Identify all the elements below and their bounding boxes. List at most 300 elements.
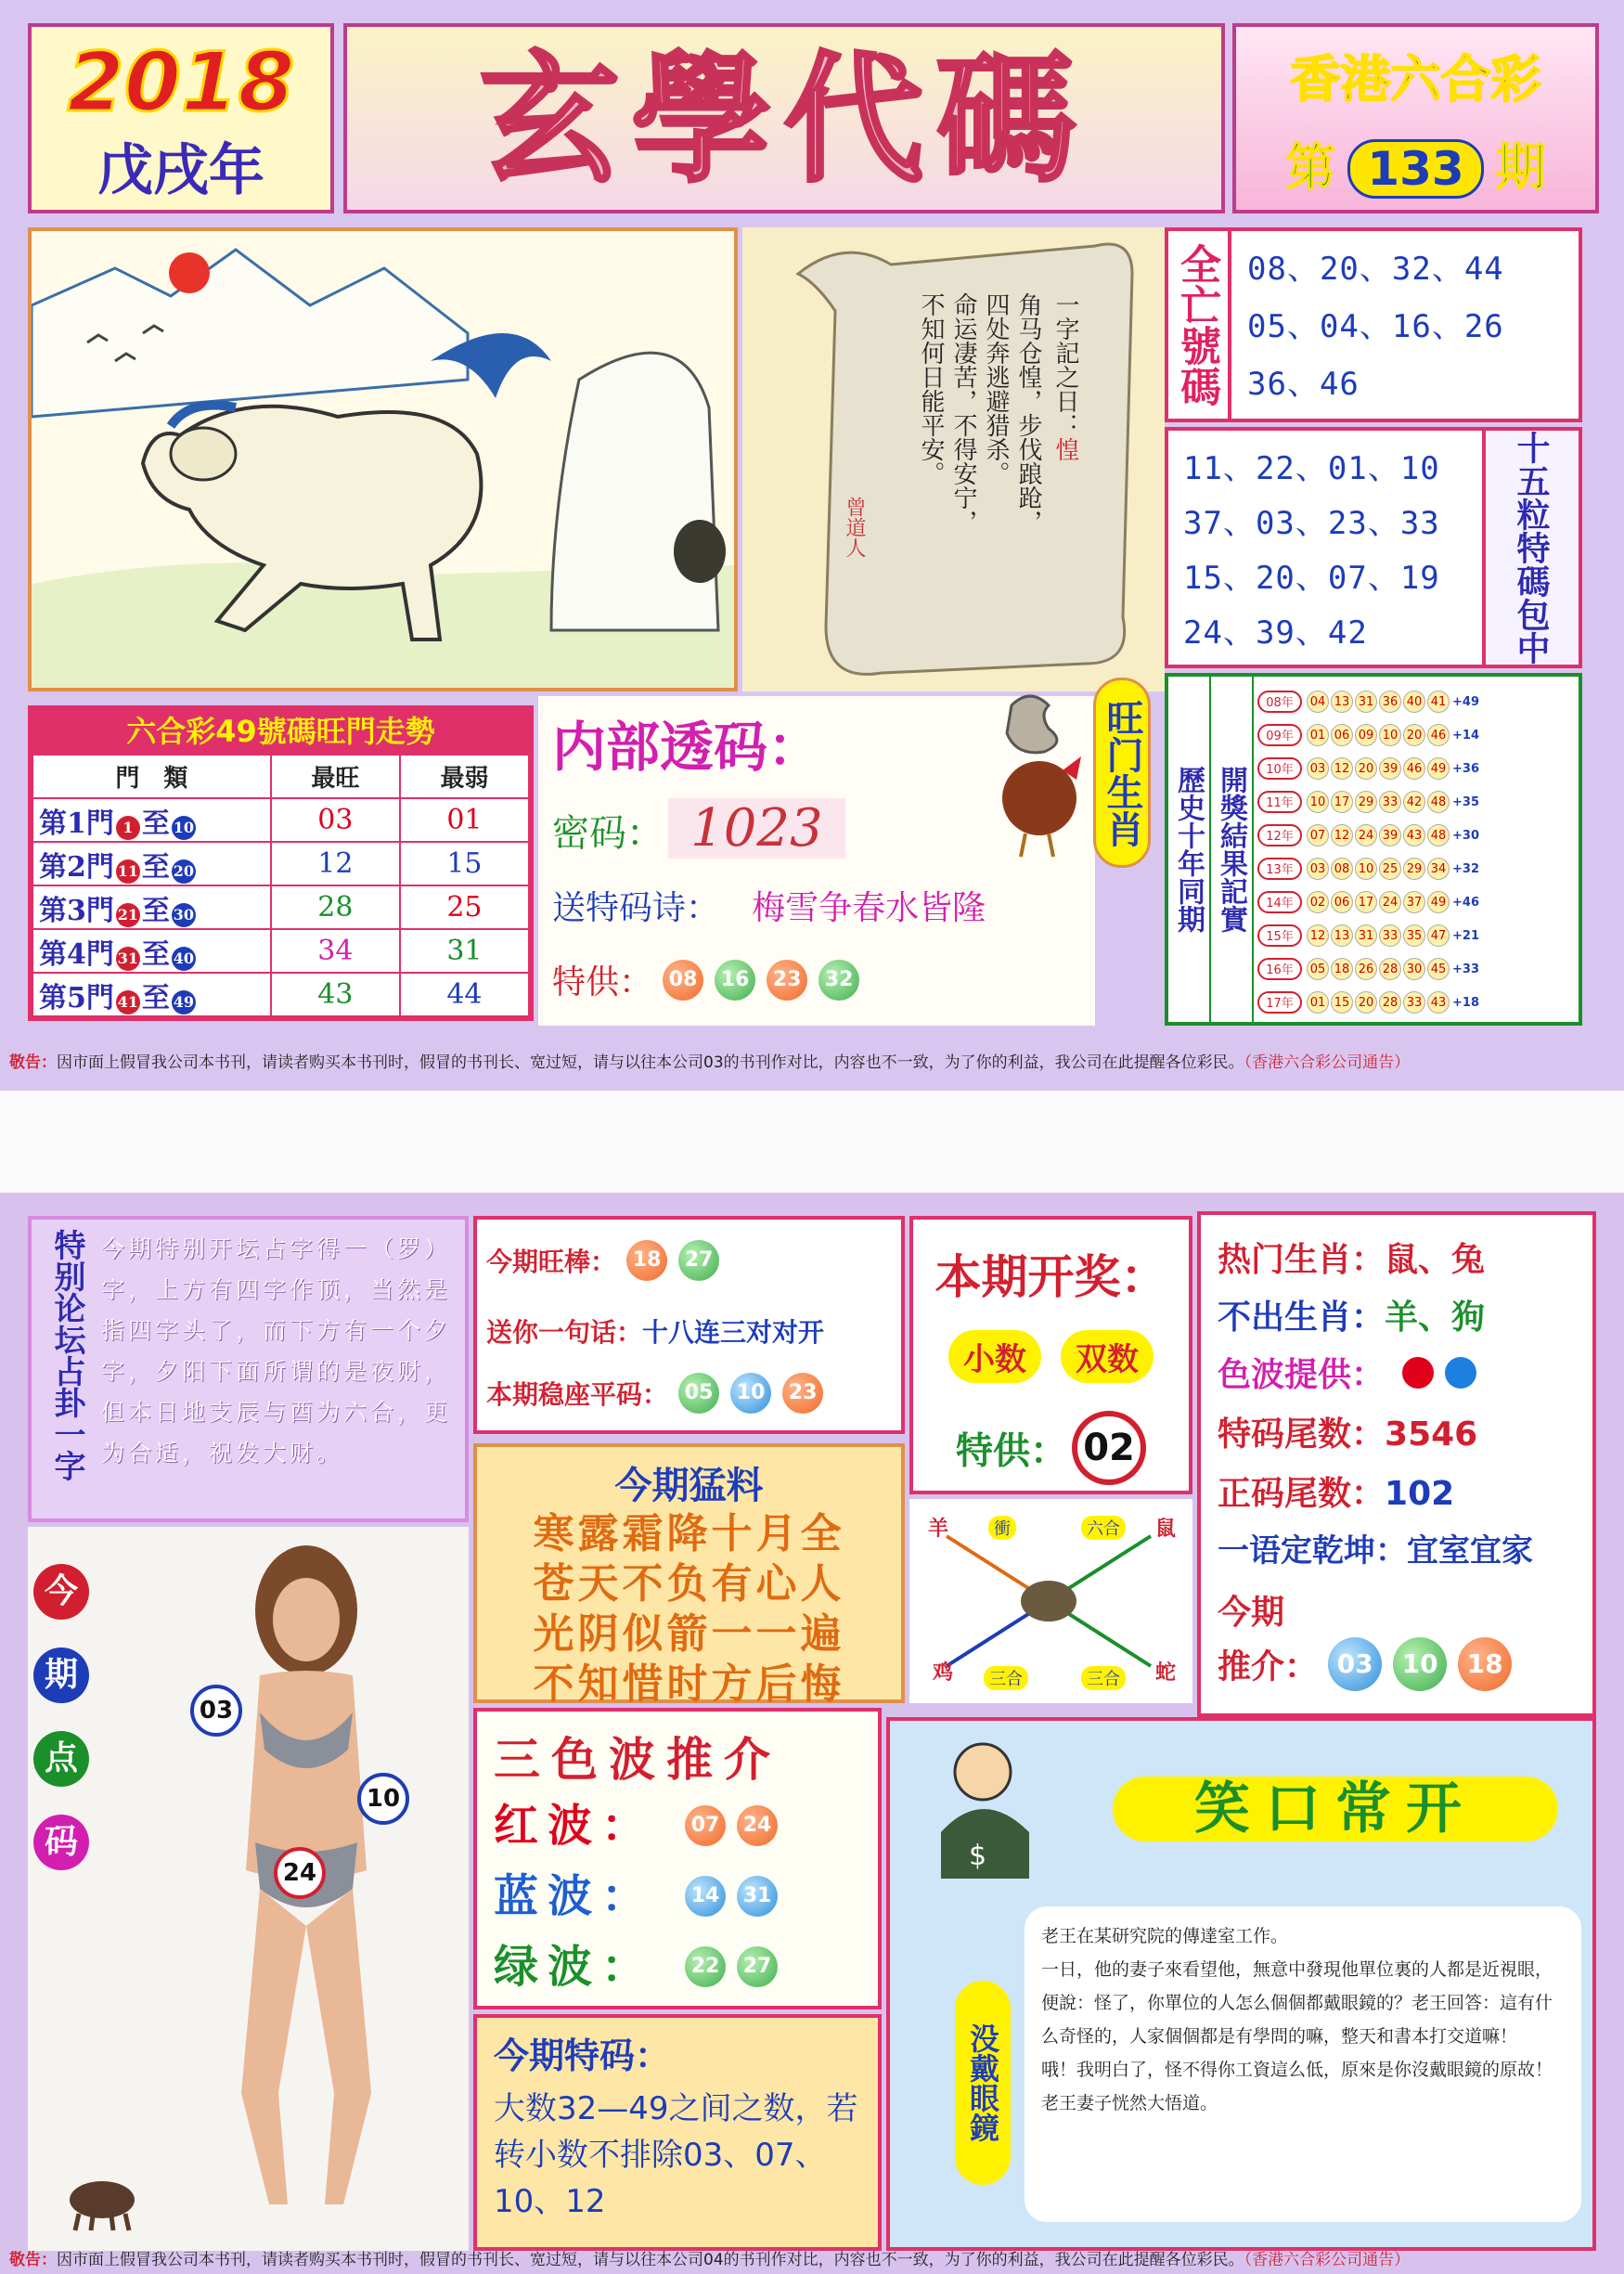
- history-num: 41: [1427, 691, 1450, 713]
- wangmen-label: 旺门生肖: [1093, 678, 1151, 868]
- history-num: 13: [1331, 924, 1353, 947]
- doors-header-row: [32, 755, 529, 798]
- history-num: 28: [1379, 991, 1401, 1014]
- tricolor-box: [473, 1708, 882, 2009]
- special-text: 大数32—49之间之数，若转小数不排除03、07、10、12: [494, 2090, 858, 2220]
- model-label-char: 今: [33, 1564, 89, 1620]
- joke-side-label: 没戴眼鏡: [955, 1981, 1011, 2185]
- fierce-line-3: 光阴似箭一一遍: [533, 1610, 845, 1658]
- history-special: +14: [1452, 729, 1479, 743]
- fifteen-row-4: 24、39、42: [1183, 614, 1368, 652]
- notice-prefix-2: 敬告：: [9, 2251, 57, 2269]
- history-year: 08年: [1257, 691, 1302, 713]
- history-special: +21: [1452, 929, 1479, 943]
- tricolor-row: [494, 1931, 878, 2001]
- scroll-line-4: 不知何日能平安。: [917, 292, 945, 485]
- recommend-balls: [1322, 1648, 1517, 1679]
- history-num: 43: [1403, 824, 1425, 846]
- lost-numbers-box: [1165, 227, 1582, 422]
- tricolor-label: 绿波：: [494, 1940, 656, 1993]
- history-num: 33: [1379, 791, 1401, 813]
- poem-line: [552, 882, 986, 929]
- joke-text: [1025, 1906, 1581, 2222]
- doors-row: [32, 973, 529, 1016]
- history-special: +18: [1452, 996, 1479, 1010]
- inside-title: 内部透码：: [552, 716, 822, 779]
- door-cold: 31: [400, 929, 529, 973]
- history-num: 12: [1331, 824, 1353, 846]
- ganzhi-text: 戊戌年: [97, 138, 264, 203]
- history-num: 18: [1331, 958, 1353, 980]
- color-dot: [1402, 1357, 1434, 1389]
- wang-box: [473, 1216, 905, 1434]
- history-num: 49: [1427, 757, 1450, 780]
- door-to-word: 至: [141, 981, 170, 1014]
- model-label-chars: [33, 1564, 93, 1870]
- history-num: 03: [1307, 858, 1329, 880]
- door-name-cell: [32, 973, 271, 1016]
- history-num: 48: [1427, 791, 1450, 813]
- door-name: 第3門: [39, 894, 114, 927]
- history-num: 17: [1355, 891, 1377, 913]
- lost-numbers-list: [1247, 240, 1504, 413]
- history-num: 46: [1427, 724, 1450, 746]
- scroll-line-3: 命运凄苦，不得安宁，: [949, 292, 977, 534]
- history-row: [1257, 684, 1579, 717]
- history-num: 34: [1427, 858, 1450, 880]
- door-to: 10: [172, 816, 196, 840]
- model-panel: [28, 1527, 469, 2251]
- forum-box: [28, 1216, 469, 1522]
- history-num: 31: [1355, 924, 1377, 947]
- doors-header-type: 門 類: [32, 755, 271, 798]
- scroll-heading-text: 一字記之日：: [1051, 292, 1079, 437]
- svg-text:$: $: [969, 1840, 987, 1872]
- history-num: 39: [1379, 757, 1401, 780]
- inside-special-balls: [657, 967, 865, 991]
- saying-line: [1218, 1525, 1533, 1570]
- history-year: 14年: [1257, 891, 1302, 913]
- money-bag-icon: [927, 1730, 1048, 1888]
- doors-row: [32, 798, 529, 842]
- history-special: +46: [1452, 896, 1479, 910]
- inside-special-label: 特供：: [552, 963, 653, 1001]
- joke-line-2: 一日，他的妻子來看望他，無意中發現他單位裏的人都是近視眼，便說：怪了，你單位的人怎么個個都戴眼鏡的？老王回答：這有什么奇怪的，人家個個都是有學問的嘛，整天和書本打交道嘛！: [1041, 1959, 1553, 2047]
- year-box: [28, 23, 334, 213]
- history-num: 05: [1307, 958, 1329, 980]
- model-label: [33, 1536, 93, 1870]
- scroll-signature: 曾道人: [843, 497, 866, 558]
- door-hot: 28: [271, 885, 400, 929]
- history-special: +33: [1452, 963, 1479, 976]
- history-row: [1257, 851, 1579, 885]
- history-special: +32: [1452, 862, 1479, 876]
- door-hot: 34: [271, 929, 400, 973]
- fierce-title: 今期猛料: [614, 1465, 764, 1507]
- history-num: 12: [1331, 757, 1353, 780]
- recommend-label-2: 推介：: [1218, 1647, 1319, 1686]
- door-cold: 15: [400, 842, 529, 885]
- history-special: +35: [1452, 795, 1479, 809]
- notice-page1: [9, 1049, 1615, 1072]
- history-num: 12: [1307, 924, 1329, 947]
- history-num: 13: [1331, 691, 1353, 713]
- inside-special-line: [552, 956, 865, 1003]
- inside-special-ball: 23: [767, 960, 807, 1001]
- page-two: [0, 1193, 1624, 2274]
- issue-line: [1236, 128, 1595, 200]
- wang-line-1-ball: 27: [678, 1240, 719, 1281]
- draw-special-label: 特供：: [955, 1429, 1067, 1473]
- history-label-left: 歷史十年同期: [1168, 677, 1211, 1022]
- wang-line-1: [486, 1240, 725, 1281]
- model-label-char: 点: [33, 1731, 89, 1787]
- zodiac-label-snake: 蛇: [1155, 1661, 1177, 1685]
- wang-line-3: [486, 1373, 829, 1414]
- wang-line-3-label: 本期稳座平码：: [486, 1379, 669, 1410]
- notice-source-1: （香港六合彩公司通告）: [1244, 1053, 1411, 1072]
- scroll-heading: [1049, 292, 1083, 461]
- issue-prefix: 第: [1285, 138, 1336, 197]
- door-name-cell: [32, 798, 271, 842]
- door-name: 第2門: [39, 850, 114, 884]
- ztail-label: 正码尾数：: [1218, 1475, 1386, 1513]
- doors-body: [32, 798, 529, 1016]
- model-ball-3: 24: [274, 1847, 326, 1899]
- history-num: 07: [1307, 824, 1329, 846]
- history-num: 47: [1427, 924, 1450, 947]
- fierce-line-1: 寒露霜降十月全: [533, 1510, 845, 1557]
- history-num: 01: [1307, 991, 1329, 1014]
- tricolor-rows: [477, 1789, 878, 2001]
- wang-line-2: [486, 1312, 824, 1350]
- tail-line: [1218, 1408, 1477, 1455]
- tricolor-row: [494, 1860, 878, 1931]
- tail-label: 特码尾数：: [1218, 1415, 1386, 1454]
- scroll-panel: [742, 227, 1165, 691]
- door-name: 第4門: [39, 937, 114, 971]
- wang-line-3-ball: 23: [782, 1373, 823, 1414]
- history-num: 25: [1379, 858, 1401, 880]
- draw-box: [909, 1216, 1192, 1494]
- door-to: 49: [172, 990, 196, 1014]
- history-num: 26: [1355, 958, 1377, 980]
- history-num: 39: [1379, 824, 1401, 846]
- door-to: 30: [172, 903, 196, 927]
- hot-box: [1197, 1211, 1596, 1717]
- notice-prefix-1: 敬告：: [9, 1053, 57, 1072]
- joke-line-1: 老王在某研究院的傳達室工作。: [1041, 1926, 1289, 1946]
- history-num: 30: [1403, 958, 1425, 980]
- scroll-key-char: 惶: [1051, 437, 1079, 461]
- history-num: 10: [1379, 724, 1401, 746]
- draw-special: [913, 1411, 1189, 1485]
- door-to-word: 至: [141, 807, 170, 840]
- fifteen-row-2: 37、03、23、33: [1183, 505, 1440, 542]
- zodiac-mid-2: 六合: [1081, 1516, 1126, 1540]
- forum-text: 今期特别开坛占字得一（罗）字，上方有四字作顶，当然是指四字头了，而下方有一个夕字，夕阳下面所谓的是夜财，但本日地支辰与酉为六合，更为合适，祝发大财。: [101, 1235, 452, 1466]
- draw-tag-small: 小数: [948, 1330, 1041, 1383]
- wang-line-3-ball: 10: [730, 1373, 771, 1414]
- door-hot: 43: [271, 973, 400, 1016]
- history-num: 45: [1427, 958, 1450, 980]
- door-from: 41: [116, 990, 140, 1014]
- history-num: 09: [1355, 724, 1377, 746]
- history-num: 42: [1403, 791, 1425, 813]
- gnu-illustration: [32, 231, 734, 688]
- joke-box: [886, 1717, 1596, 2251]
- history-num: 20: [1403, 724, 1425, 746]
- model-label-char: 码: [33, 1815, 89, 1870]
- no-zodiac-line: [1218, 1291, 1485, 1338]
- ztail-value: 102: [1385, 1475, 1455, 1513]
- color-dot: [1445, 1357, 1476, 1389]
- inside-special-ball: 16: [715, 960, 755, 1001]
- history-num: 48: [1427, 824, 1450, 846]
- lost-numbers-label: 全亡號碼: [1168, 231, 1231, 419]
- history-num: 43: [1427, 991, 1450, 1014]
- history-label-right: 開獎結果記實: [1211, 677, 1254, 1022]
- history-year: 09年: [1257, 724, 1302, 746]
- wang-line-1-balls: [621, 1248, 725, 1272]
- history-num: 17: [1331, 791, 1353, 813]
- fierce-line-4: 不知惜时方后悔: [533, 1660, 845, 1708]
- notice-text-2: 因市面上假冒我公司本书刊，请读者购买本书刊时，假冒的书刊长、宽过短，请与以往本公司04的书刊作对比，内容也不一致，为了你的利益，我公司在此提醒各位彩民。: [57, 2251, 1244, 2269]
- color-dots: [1397, 1352, 1482, 1390]
- lost-row-3: 36、46: [1247, 366, 1360, 403]
- zodiac-label-rat: 鼠: [1155, 1518, 1177, 1541]
- recommend-line: [1218, 1637, 1517, 1691]
- door-from: 1: [116, 816, 140, 840]
- history-row: [1257, 918, 1579, 951]
- saying-label: 一语定乾坤：: [1218, 1532, 1407, 1570]
- door-from: 31: [116, 947, 140, 971]
- history-year: 10年: [1257, 757, 1302, 780]
- notice-text-1: 因市面上假冒我公司本书刊，请读者购买本书刊时，假冒的书刊长、宽过短，请与以往本公司03的书刊作对比，内容也不一致，为了你的利益，我公司在此提醒各位彩民。: [57, 1053, 1244, 1072]
- doors-row: [32, 885, 529, 929]
- page-gap: [0, 1091, 1624, 1193]
- lost-row-2: 05、04、16、26: [1247, 308, 1504, 345]
- inside-special-ball: 08: [663, 960, 703, 1001]
- history-row: [1257, 784, 1579, 818]
- draw-title: 本期开奖：: [934, 1250, 1167, 1304]
- tricolor-ball: 31: [737, 1876, 778, 1917]
- door-to: 20: [172, 859, 196, 884]
- notice-page2: [9, 2246, 1615, 2269]
- history-row: [1257, 985, 1579, 1018]
- zodiac-mid-4: 三合: [1081, 1666, 1126, 1690]
- saying-value: 宜室宜家: [1407, 1532, 1533, 1570]
- history-num: 08: [1331, 858, 1353, 880]
- history-num: 06: [1331, 891, 1353, 913]
- history-num: 46: [1403, 757, 1425, 780]
- history-year: 17年: [1257, 991, 1302, 1014]
- secret-label: 密码：: [552, 812, 664, 855]
- door-name-cell: [32, 885, 271, 929]
- wang-line-1-ball: 18: [626, 1240, 667, 1281]
- tricolor-ball: 24: [737, 1805, 778, 1846]
- history-num: 04: [1307, 691, 1329, 713]
- fierce-box: [473, 1443, 905, 1708]
- ztail-line: [1218, 1467, 1454, 1515]
- history-num: 40: [1403, 691, 1425, 713]
- wang-line-2-label: 送你一句话：: [486, 1317, 643, 1348]
- history-num: 33: [1403, 991, 1425, 1014]
- poem-label: 送特码诗：: [552, 889, 720, 927]
- notice-source-2: （香港六合彩公司通告）: [1244, 2251, 1411, 2269]
- hot-zodiac-value: 鼠、兔: [1385, 1241, 1486, 1279]
- history-year: 15年: [1257, 924, 1302, 947]
- tricolor-label: 红波：: [494, 1799, 656, 1852]
- history-num: 01: [1307, 724, 1329, 746]
- model-ball-1: 03: [190, 1685, 242, 1737]
- year-number: 2018: [67, 34, 295, 130]
- recommend-label-1: 今期: [1218, 1594, 1285, 1632]
- brand-name: 香港六合彩: [1290, 50, 1541, 109]
- recommend-ball: 10: [1393, 1637, 1447, 1691]
- issue-number: 133: [1347, 139, 1483, 199]
- inside-special-ball: 32: [818, 960, 859, 1001]
- brand-box: [1232, 23, 1599, 213]
- history-num: 24: [1355, 824, 1377, 846]
- scroll-line-1: 角马仓惶，步伐踉跄，: [1014, 292, 1042, 534]
- doors-title: 六合彩49號碼旺門走勢: [32, 709, 530, 754]
- door-to-word: 至: [141, 894, 170, 927]
- history-year: 12年: [1257, 824, 1302, 846]
- draw-tags: [913, 1330, 1189, 1383]
- door-cold: 01: [400, 798, 529, 842]
- doors-header-hot: 最旺: [271, 755, 400, 798]
- history-row: [1257, 751, 1579, 784]
- door-from: 11: [116, 859, 140, 884]
- door-name-cell: [32, 929, 271, 973]
- model-label-char: 期: [33, 1647, 89, 1703]
- zodiac-label-sheep: 羊: [928, 1518, 949, 1541]
- tricolor-ball: 22: [685, 1946, 726, 1987]
- tail-value: 3546: [1385, 1415, 1478, 1454]
- history-special: +49: [1452, 695, 1479, 709]
- joke-line-3: 哦！我明白了，怪不得你工資這么低，原來是你沒戴眼鏡的原故！老王妻子恍然大悟道。: [1041, 2060, 1553, 2113]
- ox-icon: [60, 2167, 144, 2232]
- history-num: 31: [1355, 691, 1377, 713]
- poem-text: 梅雪争春水皆隆: [752, 889, 986, 927]
- no-zodiac-value: 羊、狗: [1385, 1299, 1486, 1337]
- history-num: 20: [1355, 991, 1377, 1014]
- issue-suffix: 期: [1495, 138, 1546, 197]
- forum-label: 特别论坛占卦一字: [48, 1229, 85, 1481]
- wang-line-1-label: 今期旺棒：: [486, 1247, 617, 1277]
- fifteen-row-1: 11、22、01、10: [1183, 450, 1440, 487]
- lost-row-1: 08、20、32、44: [1247, 251, 1504, 288]
- doors-row: [32, 842, 529, 885]
- door-to-word: 至: [141, 937, 170, 971]
- hot-zodiac-line: [1218, 1234, 1485, 1281]
- history-num: 15: [1331, 991, 1353, 1014]
- history-num: 28: [1379, 958, 1401, 980]
- doors-row: [32, 929, 529, 973]
- door-to-word: 至: [141, 850, 170, 884]
- history-num: 35: [1403, 924, 1425, 947]
- history-year: 11年: [1257, 791, 1302, 813]
- history-num: 29: [1403, 858, 1425, 880]
- tricolor-ball: 07: [685, 1805, 726, 1846]
- page-one: [0, 0, 1624, 1091]
- wang-line-3-balls: [673, 1381, 829, 1404]
- special-title: 今期特码：: [494, 2035, 671, 2076]
- history-num: 10: [1355, 858, 1377, 880]
- history-num: 24: [1379, 891, 1401, 913]
- door-cold: 25: [400, 885, 529, 929]
- tricolor-row: [494, 1789, 878, 1860]
- secret-value: 1023: [668, 798, 845, 859]
- door-name-cell: [32, 842, 271, 885]
- zodiac-mid-3: 三合: [984, 1666, 1028, 1690]
- history-year: 13年: [1257, 858, 1302, 880]
- doors-header-cold: 最弱: [400, 755, 529, 798]
- joke-title: 笑口常开: [1113, 1777, 1558, 1841]
- main-title: 玄學代碼: [479, 38, 1089, 201]
- history-num: 10: [1307, 791, 1329, 813]
- model-ball-2: 10: [357, 1773, 409, 1825]
- tricolor-ball: 27: [737, 1946, 778, 1987]
- wang-line-2-text: 十八连三对对开: [642, 1317, 825, 1348]
- history-year: 16年: [1257, 958, 1302, 980]
- door-from: 21: [116, 903, 140, 927]
- history-row: [1257, 717, 1579, 751]
- history-box: [1165, 673, 1582, 1026]
- doors-box: [28, 705, 534, 1021]
- door-hot: 03: [271, 798, 400, 842]
- zodiac-diagram: [909, 1499, 1192, 1703]
- special-box: [473, 2014, 882, 2251]
- history-num: 06: [1331, 724, 1353, 746]
- recommend-ball: 18: [1458, 1637, 1512, 1691]
- history-num: 33: [1379, 924, 1401, 947]
- tricolor-label: 蓝波：: [494, 1869, 656, 1922]
- scroll-line-2: 四处奔逃避猎杀。: [982, 292, 1010, 485]
- door-hot: 12: [271, 842, 400, 885]
- zodiac-mid-1: 衝: [988, 1516, 1016, 1540]
- wang-line-3-ball: 05: [678, 1373, 719, 1414]
- history-num: 20: [1355, 757, 1377, 780]
- fifteen-label: 十五粒特碼包中: [1482, 431, 1579, 665]
- secret-line: [552, 798, 845, 859]
- history-row: [1257, 951, 1579, 985]
- door-name: 第1門: [39, 807, 114, 840]
- wangmen-panel: [974, 678, 1160, 872]
- history-num: 49: [1427, 891, 1450, 913]
- door-name: 第5門: [39, 981, 114, 1014]
- history-num: 37: [1403, 891, 1425, 913]
- history-num: 36: [1379, 691, 1401, 713]
- history-row: [1257, 818, 1579, 851]
- history-num: 29: [1355, 791, 1377, 813]
- history-rows: [1257, 684, 1579, 1018]
- illustration-box: [28, 227, 738, 691]
- history-special: +36: [1452, 762, 1479, 776]
- draw-tag-even: 双数: [1061, 1330, 1154, 1383]
- tricolor-ball: 14: [685, 1876, 726, 1917]
- history-num: 03: [1307, 757, 1329, 780]
- rooster-icon: [974, 678, 1095, 863]
- fifteen-row-3: 15、20、07、19: [1183, 560, 1440, 597]
- hot-zodiac-label: 热门生肖：: [1218, 1241, 1386, 1279]
- recommend-ball: 03: [1328, 1637, 1382, 1691]
- color-label: 色波提供：: [1218, 1356, 1386, 1394]
- fifteen-box: [1165, 427, 1582, 668]
- history-special: +30: [1452, 829, 1479, 843]
- no-zodiac-label: 不出生肖：: [1218, 1299, 1386, 1337]
